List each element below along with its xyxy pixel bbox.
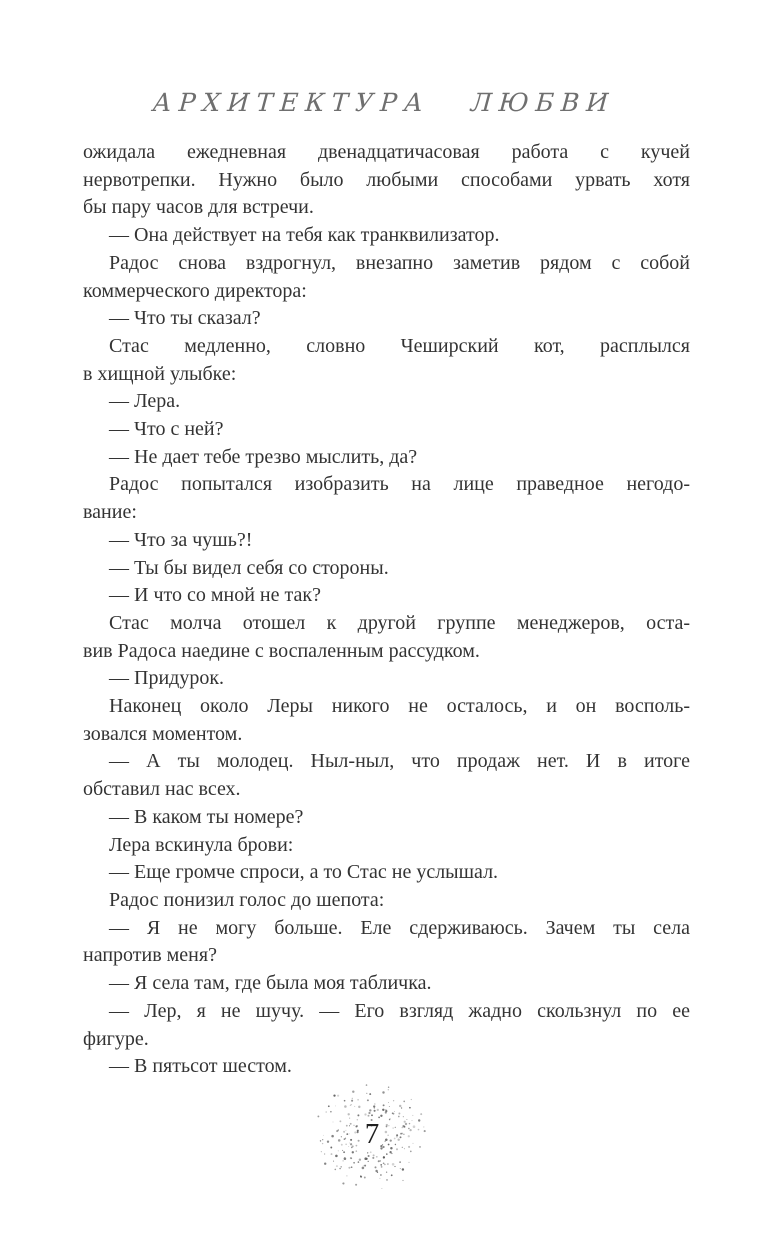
paragraph (83, 748, 690, 803)
paragraph (83, 998, 690, 1053)
paragraph (83, 305, 690, 333)
text-line: — В каком ты номере? (109, 805, 304, 828)
text-line: нервотрепки. Нужно было любыми способами урвать хотя (83, 168, 690, 191)
paragraph (83, 388, 690, 416)
text-line: Радос снова вздрогнул, внезапно заметив рядом с собой (109, 251, 690, 274)
text-line: вив Радоса наедине с воспаленным рассудком. (83, 639, 480, 662)
paragraph (83, 970, 690, 998)
text-line: — И что со мной не так? (109, 584, 321, 607)
paragraph (83, 416, 690, 444)
text-line: коммерческого директора: (83, 279, 307, 302)
text-block (83, 139, 690, 1081)
text-line: — В пятьсот шестом. (109, 1055, 292, 1078)
text-line: — Я села там, где была моя табличка. (109, 972, 432, 995)
paragraph (83, 804, 690, 832)
paragraph (83, 887, 690, 915)
text-line: — Ты бы видел себя со стороны. (109, 556, 389, 579)
paragraph (83, 693, 690, 748)
text-line: — Еще громче спроси, а то Стас не услышал. (109, 861, 499, 884)
text-line: — Лера. (109, 390, 181, 413)
text-line: — А ты молодец. Ныл-ныл, что продаж нет. И в итоге (109, 750, 690, 773)
paragraph (83, 859, 690, 887)
paragraph (83, 1053, 690, 1081)
text-line: — Придурок. (109, 667, 225, 690)
text-line: Стас медленно, словно Чеширский кот, расплылся (109, 334, 690, 357)
text-line: Радос попытался изобразить на лице праведное негодо- (109, 473, 690, 496)
running-head-title: АРХИТЕКТУРА ЛЮБВИ (151, 88, 617, 117)
text-line: — Я не могу больше. Еле сдерживаюсь. Зачем ты села (109, 916, 690, 939)
paragraph (83, 444, 690, 472)
paragraph (83, 582, 690, 610)
text-line: — Что ты сказал? (109, 307, 261, 330)
text-line: напротив меня? (83, 944, 217, 967)
text-line: зовался моментом. (83, 722, 243, 745)
text-line: Стас молча отошел к другой группе менеджеров, оста- (109, 611, 690, 634)
text-line: ожидала ежедневная двенадцатичасовая работа с кучей (83, 141, 690, 163)
paragraph (83, 915, 690, 970)
paragraph (83, 610, 690, 665)
text-line: фигуре. (83, 1027, 149, 1050)
paragraph (83, 222, 690, 250)
text-line: Наконец около Леры никого не осталось, и он восполь- (109, 695, 690, 718)
page-number: 7 (364, 1118, 380, 1150)
text-line: в хищной улыбке: (83, 362, 237, 385)
text-line: вание: (83, 501, 137, 524)
text-line: — Что с ней? (109, 418, 224, 441)
text-line: обставил нас всех. (83, 778, 241, 801)
paragraph (83, 832, 690, 860)
paragraph (83, 139, 690, 222)
paragraph (83, 333, 690, 388)
paragraph (83, 555, 690, 583)
text-line: Радос понизил голос до шепота: (109, 888, 385, 911)
paragraph (83, 471, 690, 526)
paragraph (83, 527, 690, 555)
text-line: — Она действует на тебя как транквилизатор. (109, 224, 500, 247)
text-line: — Не дает тебе трезво мыслить, да? (109, 445, 418, 468)
paragraph (83, 665, 690, 693)
text-line: бы пару часов для встречи. (83, 196, 314, 219)
text-line: — Что за чушь?! (109, 528, 253, 551)
text-line: — Лер, я не шучу. — Его взгляд жадно скользнул по ее (109, 999, 690, 1022)
paragraph (83, 250, 690, 305)
page-number-ornament (316, 1082, 428, 1194)
text-line: Лера вскинула брови: (109, 833, 294, 856)
